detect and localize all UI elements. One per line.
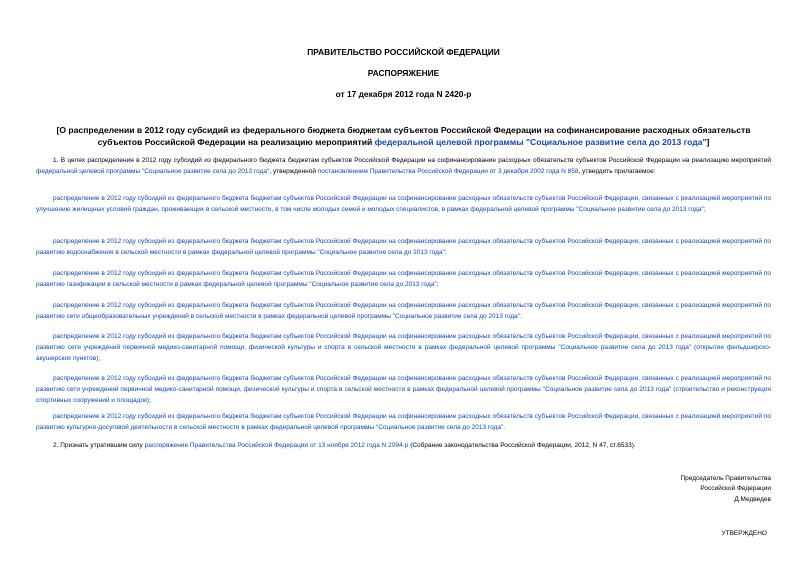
p2-decree-link[interactable]: распоряжение Правительства Российской Федерации от 13 ноября 2012 года N 2094-р (144, 442, 409, 449)
list-item-link[interactable]: распределение в 2012 году субсидий из федерального бюджета бюджетам субъектов Российской Федерации на софинансирование расходных обязательств субъектов Российской Федерации, связанных с реализацией мероприятий по развитию водоснабжения в сельской местности в рамках федеральной целевой программы "Социальное развитие села до 2013 года"; (36, 238, 771, 256)
p1-program-link[interactable]: федеральной целевой программы "Социальное развитие села до 2013 года" (36, 167, 270, 175)
signature-country-line: Российской Федерации (700, 485, 771, 492)
list-item-link[interactable]: распределение в 2012 году субсидий из федерального бюджета бюджетам субъектов Российской Федерации на софинансирование расходных обязательств субъектов Российской Федерации, связанных с реализацией мероприятий по улучшению жилищных условий граждан, проживающих в сельской местности, в том числе молодых семей и молодых специалистов, в рамках федеральной целевой программы "Социальное развитие села до 2013 года"; (36, 195, 771, 213)
title-text-start: [О распределении в 2012 году субсидий из федерального бюджета бюджетам субъектов Российской Федерации на софинансирование расходных обязательств субъектов Российской Федерации на реализацию мероприятий (56, 125, 751, 147)
p1-text-a: 1. В целях распределения в 2012 году субсидий из федерального бюджета бюджетам субъектов Российской Федерации на софинансирование расходных обязательств субъектов Российской Федерации на реализацию мероприятий (53, 157, 771, 164)
date-number-heading: от 17 декабря 2012 года N 2420-р (335, 89, 472, 99)
paragraph-1 (36, 156, 771, 178)
p2-text-b: (Собрание законодательства Российской Федерации, 2012, N 47, ст.6533). (408, 442, 636, 449)
p2-text-a: 2. Признать утратившим силу (53, 442, 145, 449)
title-text-end: ] (706, 137, 710, 147)
p1-decree-link[interactable]: постановлением Правительства Российской Федерации от 3 декабря 2002 года N 858 (317, 167, 579, 175)
paragraph-2 (36, 441, 771, 452)
doc-type-heading: РАСПОРЯЖЕНИЕ (367, 68, 440, 78)
approved-label: УТВЕРЖДЕНО (721, 530, 767, 537)
list-item-link[interactable]: распределение в 2012 году субсидий из федерального бюджета бюджетам субъектов Российской Федерации на софинансирование расходных обязательств субъектов Российской Федерации, связанных с реализацией мероприятий по развитию культурно-досуговой деятельности в сельской местности в рамках федеральной целевой программы "Социальное развитие села до 2013 года". (36, 413, 771, 431)
p1-text-c: , утвердить прилагаемое: (578, 167, 656, 175)
signature-title-line: Председатель Правительства (680, 475, 771, 482)
list-item-link[interactable]: распределение в 2012 году субсидий из федерального бюджета бюджетам субъектов Российской Федерации на софинансирование расходных обязательств субъектов Российской Федерации, связанных с реализацией мероприятий по развитию газификации в сельской местности в рамках федеральной целевой программы "Социальное развитие села до 2013 года"; (36, 270, 771, 288)
list-item-link[interactable]: распределение в 2012 году субсидий из федерального бюджета бюджетам субъектов Российской Федерации на софинансирование расходных обязательств субъектов Российской Федерации, связанных с реализацией мероприятий по развитию сети учреждений первичной медико-санитарной помощи, физической культуры и спорта в сельской местности в рамках федеральной целевой программы "Социальное развитие села до 2013 года" (открытие фельдшерско-акушерских пунктов); (36, 333, 771, 362)
list-item-link[interactable]: распределение в 2012 году субсидий из федерального бюджета бюджетам субъектов Российской Федерации на софинансирование расходных обязательств субъектов Российской Федерации, связанных с реализацией мероприятий по развитию сети общеобразовательных учреждений в сельской местности в рамках федеральной целевой программы "Социальное развитие села до 2013 года"; (36, 302, 771, 320)
government-heading: ПРАВИТЕЛЬСТВО РОССИЙСКОЙ ФЕДЕРАЦИИ (307, 47, 500, 57)
signature-name: Д.Медведев (734, 496, 771, 503)
p1-text-b: , утвержденной (269, 167, 318, 175)
title-program-link[interactable]: федеральной целевой программы "Социальное развитие села до 2013 года" (374, 137, 707, 147)
list-item-link[interactable]: распределение в 2012 году субсидий из федерального бюджета бюджетам субъектов Российской Федерации на софинансирование расходных обязательств субъектов Российской Федерации, связанных с реализацией мероприятий по развитию сети учреждений первичной медико-санитарной помощи, физической культуры и спорта в сельской местности в рамках федеральной целевой программы "Социальное развитие села до 2013 года" (строительство и реконструкция спортивных сооружений и площадок); (36, 375, 771, 404)
document-title (36, 124, 771, 148)
